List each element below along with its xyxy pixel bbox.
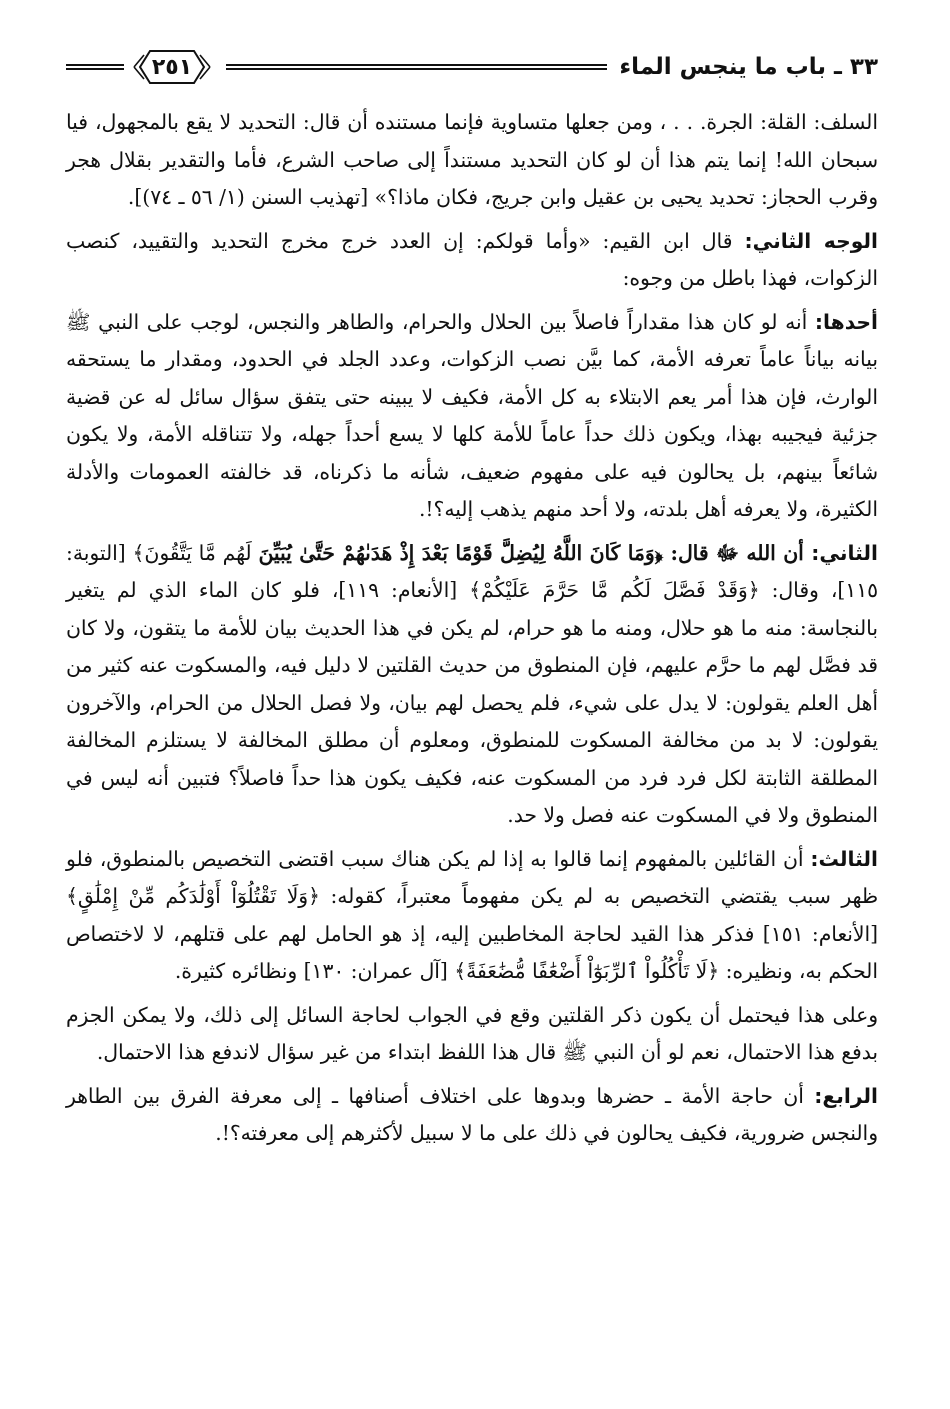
paragraph-first-point	[66, 304, 878, 529]
section-heading: أحدها:	[814, 309, 878, 334]
text-line: شيء، فلم يحصل لهم بيان، ولا فصل الحلال من الحرام، والآخرون يقولون: لا بد من	[66, 690, 878, 752]
text-line: أَوْلَٰدَكُم مِّنْ إِمْلَٰقٍ﴾ [الأنعام: ١٥١] فذكر هذا القيد لحاجة المخاطبين إليه، إذ هو الحامل	[66, 884, 878, 946]
text-line: [تهذيب السنن (١/ ٥٦ ـ ٧٤)].	[127, 185, 369, 209]
text-line: بالمنطوق، فلو ظهر سبب يقتضي التخصيص به لم يكن مفهوماً معتبراً، كقوله: ﴿وَلَا تَقْتُلُوٓاْ	[66, 846, 878, 908]
section-heading: الوجه الثاني:	[744, 228, 878, 253]
text-line: هذا الحديث بيان للأمة ما يتقون، ولا كان قد فصَّل لهم ما حرَّم عليهم، فإن المنطوق من	[66, 615, 878, 677]
text-line: فأما والتقدير بقلال هجر وقرب الحجاز: تحديد يحيى بن عقيل وابن جريج، فكان ماذا؟»	[66, 147, 878, 209]
text-line: لكل فرد فرد من المسكوت عنه، فكيف يكون هذا حداً فاصلاً؟ فتبين أنه ليس في المنطوق	[66, 765, 878, 827]
text-line: السلف: القلة: الجرة. . . ، ومن جعلها متساوية فإنما مستنده أن قال: التحديد لا يقع	[185, 110, 878, 134]
text-line: في الحدود، ومقدار ما يستحقه الوارث، فإن هذا أمر يعم الابتلاء به كل الأمة، فكيف لا	[66, 347, 878, 409]
text-line: [آل عمران: ١٣٠] ونظائره كثيرة.	[174, 959, 448, 983]
page-number: ٢٥١	[151, 54, 193, 80]
page-number-frame	[130, 45, 214, 89]
text-line: فلو كان الماء الذي لم يتغير بالنجاسة: منه ما هو حلال، ومنه ما هو حرام، لم يكن في	[66, 578, 878, 640]
header-rule	[226, 64, 607, 70]
text-line: أنه لو كان هذا مقداراً فاصلاً بين الحلال والحرام، والطاهر والنجس،	[246, 309, 815, 334]
text-line: لَهُم مَّا يَتَّقُونَ﴾ [التوبة: ١١٥]، وقال: ﴿وَقَدْ فَصَّلَ لَكُم مَّا حَرَّمَ عَلَيْكُمْ﴾ [الأنعام: ١١٩]،	[66, 540, 878, 602]
page-body	[66, 104, 878, 1153]
text-line: سؤال لاندفع هذا الاحتمال.	[96, 1040, 315, 1064]
chapter-title: ٣٣ ـ باب ما ينجس الماء	[619, 54, 878, 80]
header-rule-tail	[66, 64, 124, 70]
text-line: كلها لا يسع أحداً جهله، ولا تتناقله الأمة، ولا يكون شائعاً بينهم، بل يحالون فيه على	[66, 422, 879, 484]
text-line: الطاهر والنجس ضرورية، فكيف يحالون في ذلك على ما لا سبيل لأكثرهم إلى معرفته؟!.	[66, 1083, 878, 1145]
text-line: مفهوم ضعيف، شأنه ما ذكرناه، قد خالفته العمومات والأدلة الكثيرة، ولا يعرفه أهل	[66, 459, 878, 521]
text-line: قال ابن القيم: «وأما قولكم: إن العدد خرج مخرج التحديد والتقييد،	[131, 228, 745, 253]
text-line: وعلى هذا فيحتمل أن يكون ذكر القلتين وقع في الجواب لحاجة السائل إلى ذلك،	[203, 1002, 879, 1027]
section-heading: الرابع:	[814, 1083, 878, 1108]
paragraph-fourth-point	[66, 1078, 878, 1153]
text-line: أن حاجة الأمة ـ حضرها وبدوها على اختلاف أصنافها ـ إلى معرفة الفرق بين	[132, 1083, 815, 1108]
text-line: حديث القلتين لا دليل فيه، والمسكوت عنه كثير من أهل العلم يقولون: لا يدل على	[66, 653, 878, 715]
text-line: كنصب الزكوات، فهذا باطل من وجوه:	[66, 228, 878, 290]
paragraph-conclusion	[66, 997, 878, 1072]
section-heading: الثالث:	[810, 846, 878, 871]
text-line: أن الله ﷻ قال: ﴿وَمَا كَانَ اللَّهُ لِيُضِلَّ قَوْمًا بَعْدَ إِذْ هَدَىٰهُمْ حَتَّىٰ يُبَيِّنَ	[258, 540, 812, 565]
paragraph-third-point	[66, 841, 878, 991]
page-header	[66, 38, 878, 96]
text-line: لهم على قتلهم، لا لاختصاص الحكم به، ونظيره: ﴿لَا تَأْكُلُواْ ٱلرِّبَوٰٓاْ أَضْعَٰفًا مُّضَٰعَفَةً﴾	[66, 921, 878, 983]
text-line: ولا يمكن الجزم بدفع هذا الاحتمال، نعم لو أن النبي ﷺ قال هذا اللفظ ابتداء من غير	[66, 1002, 878, 1064]
text-line: بلدته، ولا أحد منهم يذهب إليه؟!.	[418, 497, 689, 521]
section-heading: الثاني:	[811, 540, 878, 565]
text-line: لوجب على النبي ﷺ بيانه بياناً عاماً تعرفه الأمة، كما بيَّن نصب الزكوات، وعدد الجلد	[66, 309, 878, 371]
text-line: ولا في المسكوت عنه فصل ولا حد.	[507, 803, 800, 827]
text-line: أن القائلين بالمفهوم إنما قالوا به إذا لم يكن هناك سبب اقتضى التخصيص	[191, 846, 811, 871]
text-line: بالمجهول، فيا سبحان الله! إنما يتم هذا أن لو كان التحديد مستنداً إلى صاحب الشرع،	[66, 110, 878, 172]
paragraph-quote-end	[66, 104, 878, 217]
paragraph-second-point	[66, 535, 878, 835]
paragraph-second-aspect	[66, 223, 878, 298]
text-line: مخالفة المسكوت للمنطوق، ومعلوم أن مطلق المخالفة لا يستلزم المخالفة المطلقة الثابتة	[66, 728, 878, 790]
text-line: يبينه حتى يتفق سؤال سائل له عن قضية جزئية فيجيبه بهذا، ويكون ذلك حداً عاماً للأمة	[66, 384, 878, 446]
